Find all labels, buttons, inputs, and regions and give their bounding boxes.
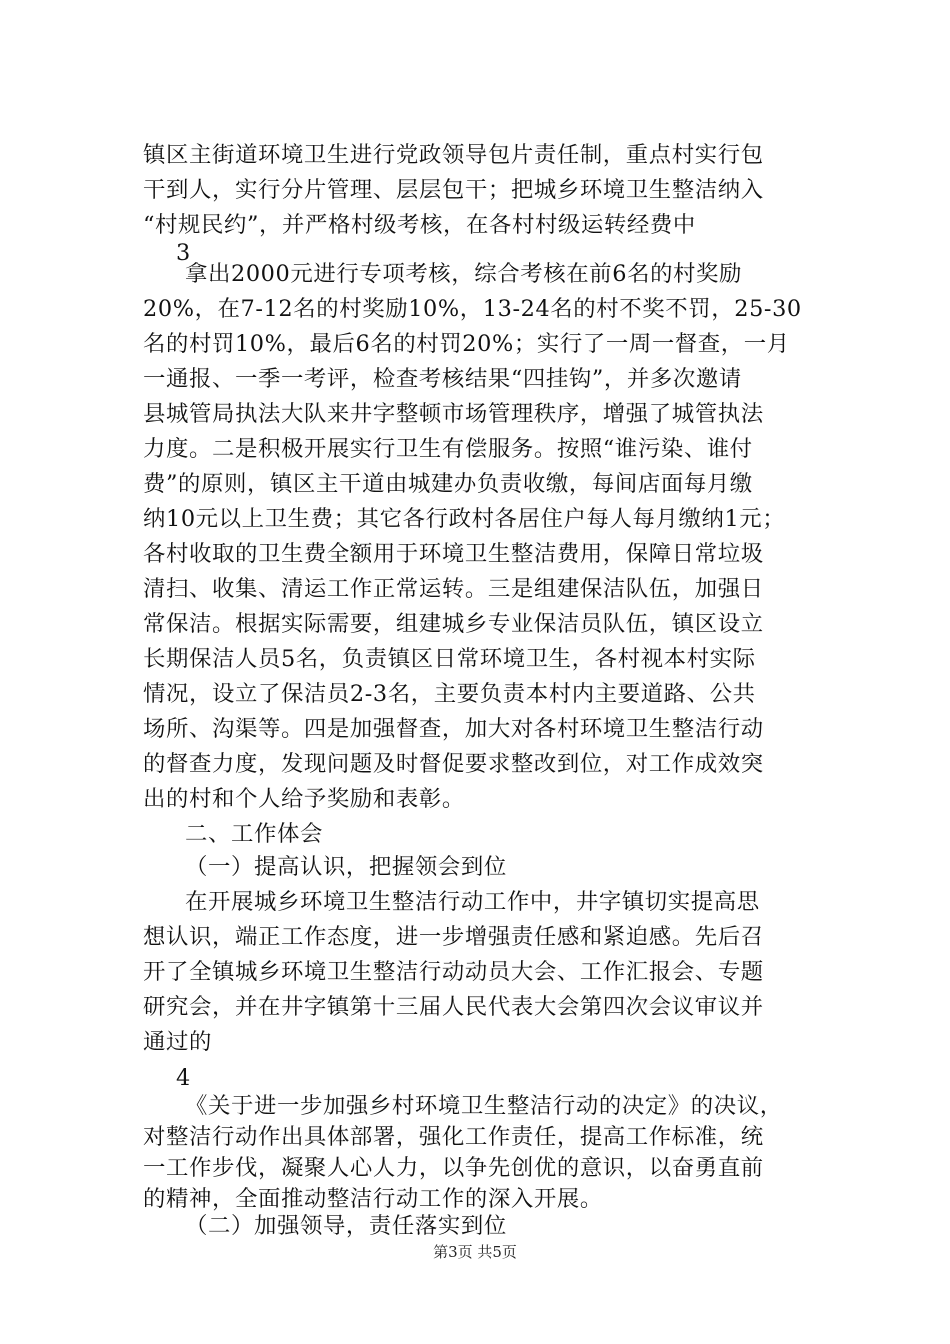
subsection-heading: （一）提高认识，把握领会到位	[185, 854, 507, 880]
text-line: 一通报、一季一考评，检查考核结果“四挂钩”，并多次邀请	[143, 366, 742, 392]
paragraph-start: 拿出2000元进行专项考核，综合考核在前6名的村奖励	[185, 261, 743, 287]
page-marker: 4	[176, 1065, 191, 1091]
text-line: 纳10元以上卫生费；其它各行政村各居住户每人每月缴纳1元；	[143, 506, 786, 532]
text-line: 县城管局执法大队来井字整顿市场管理秩序，增强了城管执法	[143, 401, 764, 427]
text-line: 一工作步伐，凝聚人心人力，以争先创优的意识，以奋勇直前	[143, 1155, 764, 1181]
text-line: 研究会，并在井字镇第十三届人民代表大会第四次会议审议并	[143, 994, 764, 1020]
text-line: 对整洁行动作出具体部署，强化工作责任，提高工作标准，统	[143, 1124, 764, 1150]
text-line: 开了全镇城乡环境卫生整洁行动动员大会、工作汇报会、专题	[143, 959, 764, 985]
section-heading: 二、工作体会	[185, 821, 323, 847]
text-line: 场所、沟渠等。四是加强督查，加大对各村环境卫生整洁行动	[143, 716, 764, 742]
text-line: 清扫、收集、清运工作正常运转。三是组建保洁队伍，加强日	[143, 576, 764, 602]
text-line: 想认识，端正工作态度，进一步增强责任感和紧迫感。先后召	[143, 924, 764, 950]
text-line: 的督查力度，发现问题及时督促要求整改到位，对工作成效突	[143, 751, 764, 777]
text-line: 出的村和个人给予奖励和表彰。	[143, 786, 465, 812]
page-marker: 3	[176, 240, 191, 266]
text-line: 各村收取的卫生费全额用于环境卫生整洁费用，保障日常垃圾	[143, 541, 764, 567]
text-line: 常保洁。根据实际需要，组建城乡专业保洁员队伍，镇区设立	[143, 611, 764, 637]
text-line: 的精神，全面推动整洁行动工作的深入开展。	[143, 1186, 603, 1212]
text-line: 镇区主街道环境卫生进行党政领导包片责任制，重点村实行包	[143, 142, 764, 168]
text-line: 名的村罚10%，最后6名的村罚20%；实行了一周一督查，一月	[143, 331, 790, 357]
text-line: 长期保洁人员5名，负责镇区日常环境卫生，各村视本村实际	[143, 646, 756, 672]
subsection-heading: （二）加强领导，责任落实到位	[185, 1213, 507, 1239]
paragraph-start: 《关于进一步加强乡村环境卫生整洁行动的决定》的决议，	[185, 1093, 783, 1119]
text-line: 情况，设立了保洁员2-3名，主要负责本村内主要道路、公共	[143, 681, 756, 707]
text-line: 通过的	[143, 1029, 212, 1055]
text-line: 干到人，实行分片管理、层层包干；把城乡环境卫生整洁纳入	[143, 177, 764, 203]
page-footer: 第3页 共5页	[433, 1243, 517, 1261]
paragraph-start: 在开展城乡环境卫生整洁行动工作中，井字镇切实提高思	[185, 889, 760, 915]
text-line: 费”的原则，镇区主干道由城建办负责收缴，每间店面每月缴	[143, 471, 753, 497]
text-line: 力度。二是积极开展实行卫生有偿服务。按照“谁污染、谁付	[143, 436, 753, 462]
text-line: “村规民约”，并严格村级考核，在各村村级运转经费中	[143, 212, 696, 238]
text-line: 20%，在7-12名的村奖励10%，13-24名的村不奖不罚，25-30	[143, 296, 802, 322]
